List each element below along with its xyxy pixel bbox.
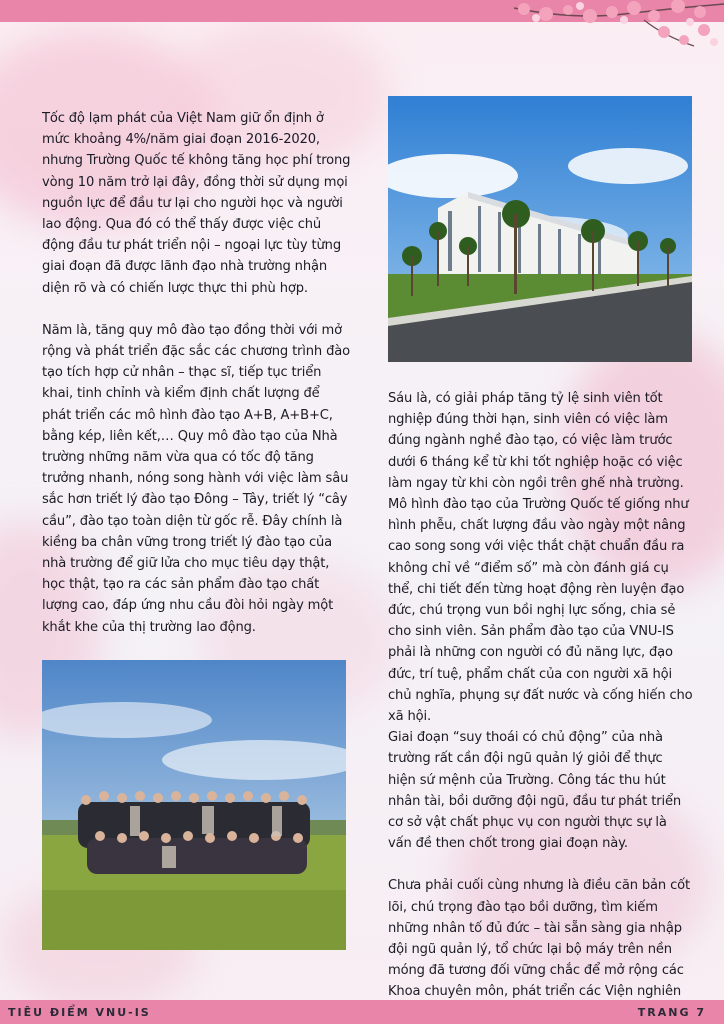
right-column <box>388 388 693 1024</box>
campus-photo <box>388 96 692 362</box>
paragraph: Tốc độ lạm phát của Việt Nam giữ ổn định ở mức khoảng 4%/năm giai đoạn 2016-2020, nhưng Trường Quốc tế không tăng học phí trong vòng 10 năm trở lại đây, đồng thời sử dụng mọi nguồn lực để đầu tư lại cho người học và người lao động. Qua đó có thể thấy được việc chủ động đầu tư phát triển nội – ngoại lực tùy từng giai đoạn đã được lãnh đạo nhà trường nhận diện rõ và có chiến lược thực thi phù hợp. <box>42 111 351 296</box>
paragraph: Chưa phải cuối cùng nhưng là điều căn bản cốt lõi, chú trọng đào tạo bồi dưỡng, tìm kiếm những nhân tố đủ đức – tài sẵn sàng gia nhập đội ngũ quản lý, tổ chức lại bộ máy trên nền móng đã tương đối vững chắc để mở rộng các Khoa chuyên môn, phát triển các Viện nghiên <box>388 878 690 1000</box>
footer-publication-title: TIÊU ĐIỂM VNU-IS <box>8 1005 151 1019</box>
paragraph: Năm là, tăng quy mô đào tạo đồng thời với mở rộng và phát triển đặc sắc các chương trình đào tạo tích hợp cử nhân – thạc sĩ, tiếp tục triển khai, tinh chỉnh và kiểm định chất lượng để phát triển các mô hình đào tạo A+B, A+B+C, bằng kép, liên kết,… Quy mô đào tạo của Nhà trường những năm vừa qua có tốc độ tăng trưởng nhanh, nóng song hành với việc làm sâu sắc hơn triết lý đào tạo Đông – Tây, triết lý “cây cầu”, đào tạo toàn diện từ gốc rễ. Đây chính là kiềng ba chân vững trong triết lý đào tạo của nhà trường để giữ lửa cho mục tiêu dạy thật, học thật, tạo ra các sản phẩm đào tạo chất lượng cao, đáp ứng nhu cầu đòi hỏi ngày một khắt khe của thị trường lao động. <box>42 322 350 635</box>
footer-bar <box>0 1000 724 1024</box>
left-column <box>42 108 352 638</box>
paragraph: Sáu là, có giải pháp tăng tỷ lệ sinh viên tốt nghiệp đúng thời hạn, sinh viên có việc làm đúng ngành nghề đào tạo, có việc làm trước dưới 6 tháng kể từ khi tốt nghiệp hoặc có việc làm ngay từ khi còn ngồi trên ghế nhà trường. Mô hình đào tạo của Trường Quốc tế giống như hình phễu, chất lượng đầu vào ngày một nâng cao song song với việc thắt chặt chuẩn đầu ra không chỉ về “điểm số” mà còn đánh giá cụ thể, chi tiết đến từng hoạt động rèn luyện đạo đức, chú trọng vun bồi nghị lực sống, chia sẻ cho sinh viên. Sản phẩm đào tạo của VNU-IS phải là những con người có đủ năng lực, đạo đức, trí tuệ, phẩm chất của con người xã hội chủ nghĩa, phụng sự đất nước và cống hiến cho xã hội. <box>388 391 693 725</box>
group-photo <box>42 660 346 950</box>
cherry-blossom-icon <box>494 0 724 60</box>
page-number: TRANG 7 <box>637 1005 706 1019</box>
paragraph: Giai đoạn “suy thoái có chủ động” của nhà trường rất cần đội ngũ quản lý giỏi để thực hiện sứ mệnh của Trường. Công tác thu hút nhân tài, bồi dưỡng đội ngũ, đầu tư phát triển cơ sở vật chất phục vụ con người thực sự là vấn đề then chốt trong giai đoạn này. <box>388 730 682 852</box>
